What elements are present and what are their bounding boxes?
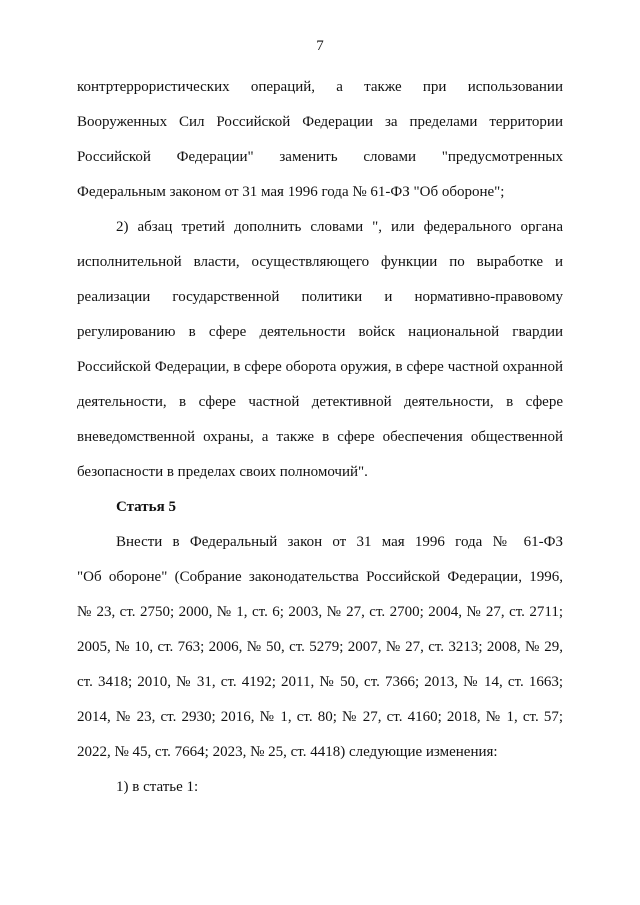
text-line: 1) в статье 1: — [116, 779, 199, 795]
text-line: контртеррористических операций, а также при использовании — [77, 79, 563, 95]
text-line: Российской Федерации, в сфере оборота оружия, в сфере частной охранной — [77, 359, 563, 375]
text-line: вневедомственной охраны, а также в сфере обеспечения общественной — [77, 429, 563, 445]
text-line: Внести в Федеральный закон от 31 мая 1996 года № 61-ФЗ — [116, 534, 563, 550]
text-line: ст. 3418; 2010, № 31, ст. 4192; 2011, № 50, ст. 7366; 2013, № 14, ст. 1663; — [77, 674, 563, 690]
text-line: 2022, № 45, ст. 7664; 2023, № 25, ст. 4418) следующие изменения: — [77, 744, 498, 760]
text-line: № 23, ст. 2750; 2000, № 1, ст. 6; 2003, № 27, ст. 2700; 2004, № 27, ст. 2711; — [77, 604, 563, 620]
text-line: реализации государственной политики и нормативно-правовому — [77, 289, 563, 305]
text-line: 2) абзац третий дополнить словами ", или федерального органа — [116, 219, 563, 235]
text-line: 2014, № 23, ст. 2930; 2016, № 1, ст. 80; № 27, ст. 4160; 2018, № 1, ст. 57; — [77, 709, 563, 725]
text-line: Вооруженных Сил Российской Федерации за пределами территории — [77, 114, 563, 130]
text-line: деятельности, в сфере частной детективной деятельности, в сфере — [77, 394, 563, 410]
text-line: регулированию в сфере деятельности войск национальной гвардии — [77, 324, 563, 340]
text-line: Российской Федерации" заменить словами "предусмотренных — [77, 149, 563, 165]
text-line: исполнительной власти, осуществляющего функции по выработке и — [77, 254, 563, 270]
text-line: безопасности в пределах своих полномочий". — [77, 464, 368, 480]
text-line: 2005, № 10, ст. 763; 2006, № 50, ст. 5279; 2007, № 27, ст. 3213; 2008, № 29, — [77, 639, 563, 655]
article-heading: Статья 5 — [116, 499, 176, 515]
text-line: Федеральным законом от 31 мая 1996 года № 61-ФЗ "Об обороне"; — [77, 184, 505, 200]
text-line: "Об обороне" (Собрание законодательства Российской Федерации, 1996, — [77, 569, 563, 585]
page-number: 7 — [316, 38, 324, 54]
